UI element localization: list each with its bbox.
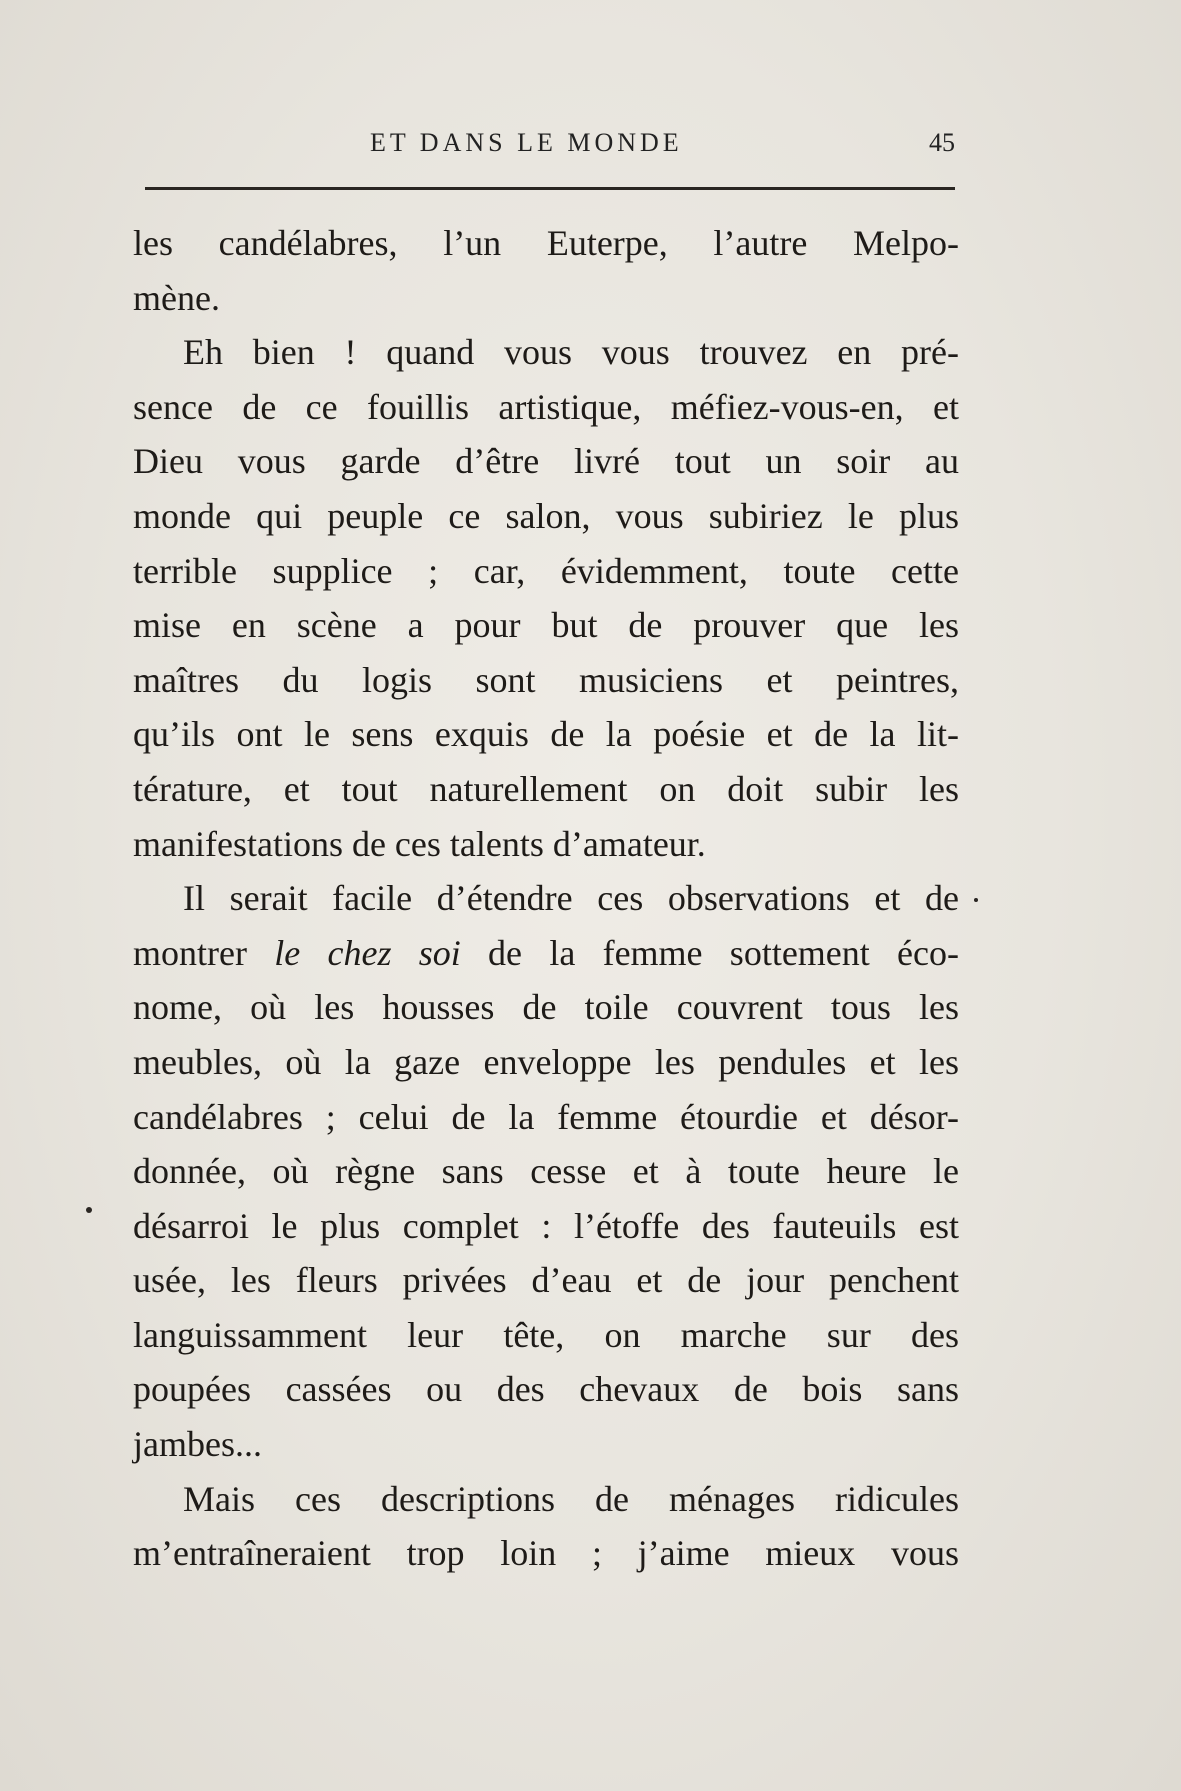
- text-line: terrible supplice ; car, évidemment, toute cette: [133, 550, 959, 591]
- text-line: les candélabres, l’un Euterpe, l’autre Melpo-: [133, 223, 959, 263]
- text-line: meubles, où la gaze enveloppe les pendules et les: [133, 1041, 959, 1082]
- text-line: Il serait facile d’étendre ces observations et de: [183, 878, 959, 919]
- text-line: candélabres ; celui de la femme étourdie et désor-: [133, 1096, 959, 1137]
- text-line: qu’ils ont le sens exquis de la poésie et de la lit-: [133, 714, 959, 755]
- text-line: maîtres du logis sont musiciens et peintres,: [133, 659, 959, 700]
- text-line: m’entraîneraient trop loin ; j’aime mieux vous: [133, 1533, 959, 1574]
- text-line: Dieu vous garde d’être livré tout un soir au: [133, 441, 959, 482]
- text-line: manifestations de ces talents d’amateur.: [133, 823, 706, 864]
- ink-speck: [86, 1207, 92, 1213]
- running-head: ET DANS LE MONDE: [370, 128, 683, 157]
- text-line: Eh bien ! quand vous vous trouvez en pré-: [183, 332, 959, 373]
- text-line: jambes...: [133, 1424, 262, 1465]
- text-line: désarroi le plus complet : l’étoffe des fauteuils est: [133, 1205, 959, 1246]
- page-header: [145, 128, 955, 168]
- text-run: de la femme sottement éco-: [460, 932, 960, 973]
- text-line: mène.: [133, 277, 220, 318]
- text-line: nome, où les housses de toile couvrent tous les: [133, 987, 959, 1028]
- text-run: montrer: [133, 932, 275, 973]
- text-line: donnée, où règne sans cesse et à toute heure le: [133, 1151, 959, 1192]
- text-line: térature, et tout naturellement on doit subir les: [133, 768, 959, 809]
- text-line: usée, les fleurs privées d’eau et de jour penchent: [133, 1260, 959, 1301]
- text-line: poupées cassées ou des chevaux de bois sans: [133, 1369, 959, 1410]
- header-rule: [145, 187, 955, 190]
- text-line: sence de ce fouillis artistique, méfiez-vous-en, et: [133, 386, 959, 427]
- text-line: Mais ces descriptions de ménages ridicules: [183, 1478, 959, 1519]
- text-line: monde qui peuple ce salon, vous subiriez le plus: [133, 495, 959, 536]
- text-line: mise en scène a pour but de prouver que les: [133, 605, 959, 646]
- page-number: 45: [929, 128, 955, 157]
- italic-phrase: le chez soi: [274, 932, 461, 973]
- ink-speck: [974, 898, 978, 902]
- text-line-with-italic: [133, 926, 959, 981]
- body-text: [133, 216, 959, 1581]
- text-line: languissamment leur tête, on marche sur des: [133, 1314, 959, 1355]
